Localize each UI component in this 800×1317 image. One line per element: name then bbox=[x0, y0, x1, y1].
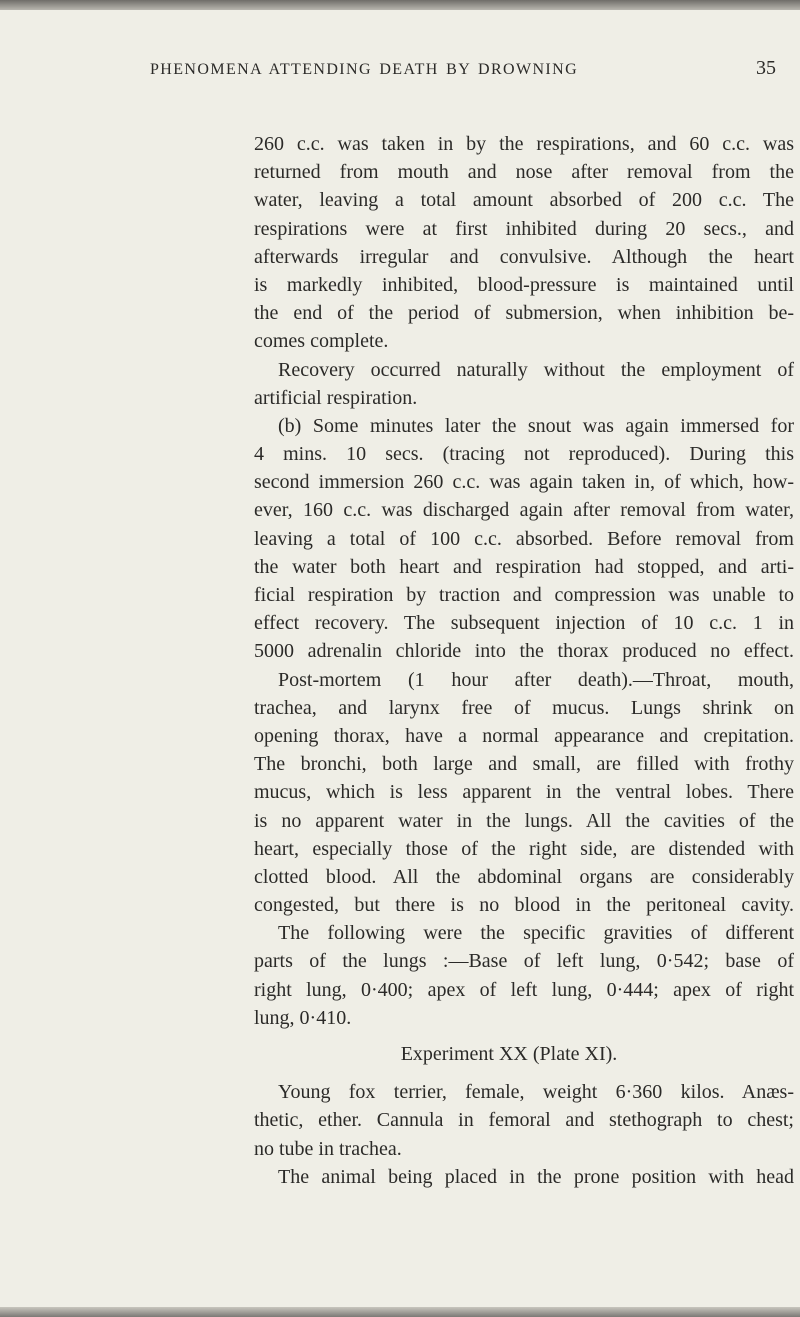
paragraph-6 bbox=[254, 1078, 794, 1163]
text-line: lung, 0·410. bbox=[254, 1006, 352, 1029]
text-line: The animal being placed in the prone position with head bbox=[278, 1165, 794, 1188]
text-line: Post-mortem (1 hour after death).—Throat, mouth, bbox=[278, 668, 794, 691]
text-line: trachea, and larynx free of mucus. Lungs shrink on bbox=[254, 696, 794, 719]
text-line: is no apparent water in the lungs. All the cavities of the bbox=[254, 809, 794, 832]
text-line: water, leaving a total amount absorbed of 200 c.c. The bbox=[254, 189, 794, 212]
text-line: Young fox terrier, female, weight 6·360 kilos. Anæs- bbox=[278, 1081, 794, 1104]
text-line: mucus, which is less apparent in the ventral lobes. There bbox=[254, 781, 794, 804]
running-head: PHENOMENA ATTENDING DEATH BY DROWNING bbox=[150, 61, 579, 78]
text-line: is markedly inhibited, blood-pressure is maintained until bbox=[254, 273, 794, 296]
paragraph-3 bbox=[254, 412, 794, 666]
bottom-scan-edge bbox=[0, 1307, 800, 1317]
paragraph-7 bbox=[254, 1163, 794, 1191]
text-line: 5000 adrenalin chloride into the thorax produced no effect. bbox=[254, 640, 794, 663]
text-line: parts of the lungs :—Base of left lung, 0·542; base of bbox=[254, 950, 794, 973]
page-number: 35 bbox=[756, 57, 776, 79]
text-line: ever, 160 c.c. was discharged again after removal from water, bbox=[254, 499, 794, 522]
text-line: 4 mins. 10 secs. (tracing not reproduced). During this bbox=[254, 443, 794, 466]
text-line: congested, but there is no blood in the peritoneal cavity. bbox=[254, 894, 794, 917]
text-line: 260 c.c. was taken in by the respirations, and 60 c.c. was bbox=[254, 133, 794, 155]
text-line: The bronchi, both large and small, are filled with frothy bbox=[254, 753, 794, 776]
text-line: effect recovery. The subsequent injection of 10 c.c. 1 in bbox=[254, 612, 794, 635]
text-line: respirations were at first inhibited during 20 secs., and bbox=[254, 217, 794, 240]
paragraph-5 bbox=[254, 919, 794, 1032]
text-line: the end of the period of submersion, when inhibition be- bbox=[254, 302, 794, 325]
text-line: heart, especially those of the right side, are distended with bbox=[254, 837, 794, 860]
paragraph-1 bbox=[254, 130, 794, 356]
text-line: The following were the specific gravities of different bbox=[278, 922, 794, 945]
paragraph-4 bbox=[254, 666, 794, 920]
text-line: returned from mouth and nose after removal from the bbox=[254, 161, 794, 184]
top-scan-edge bbox=[0, 0, 800, 10]
body-text bbox=[254, 130, 794, 1191]
text-line: (b) Some minutes later the snout was again immersed for bbox=[278, 414, 794, 437]
text-line: second immersion 260 c.c. was again taken in, of which, how- bbox=[254, 471, 794, 494]
text-line: comes complete. bbox=[254, 330, 389, 353]
experiment-heading: Experiment XX (Plate XI). bbox=[400, 1043, 618, 1065]
paragraph-2 bbox=[254, 356, 794, 412]
text-line: Recovery occurred naturally without the employment of bbox=[278, 358, 794, 381]
text-line: right lung, 0·400; apex of left lung, 0·444; apex of right bbox=[254, 978, 794, 1001]
text-line: thetic, ether. Cannula in femoral and stethograph to chest; bbox=[254, 1109, 794, 1132]
text-line: artificial respiration. bbox=[254, 386, 418, 409]
text-line: clotted blood. All the abdominal organs are considerably bbox=[254, 865, 794, 888]
text-line: opening thorax, have a normal appearance and crepitation. bbox=[254, 724, 794, 747]
text-line: afterwards irregular and convulsive. Although the heart bbox=[254, 245, 794, 268]
text-line: ficial respiration by traction and compression was unable to bbox=[254, 584, 794, 606]
text-line: the water both heart and respiration had stopped, and arti- bbox=[254, 555, 794, 578]
text-line: leaving a total of 100 c.c. absorbed. Before removal from bbox=[254, 527, 794, 550]
text-line: no tube in trachea. bbox=[254, 1137, 402, 1160]
page-header bbox=[0, 55, 800, 85]
